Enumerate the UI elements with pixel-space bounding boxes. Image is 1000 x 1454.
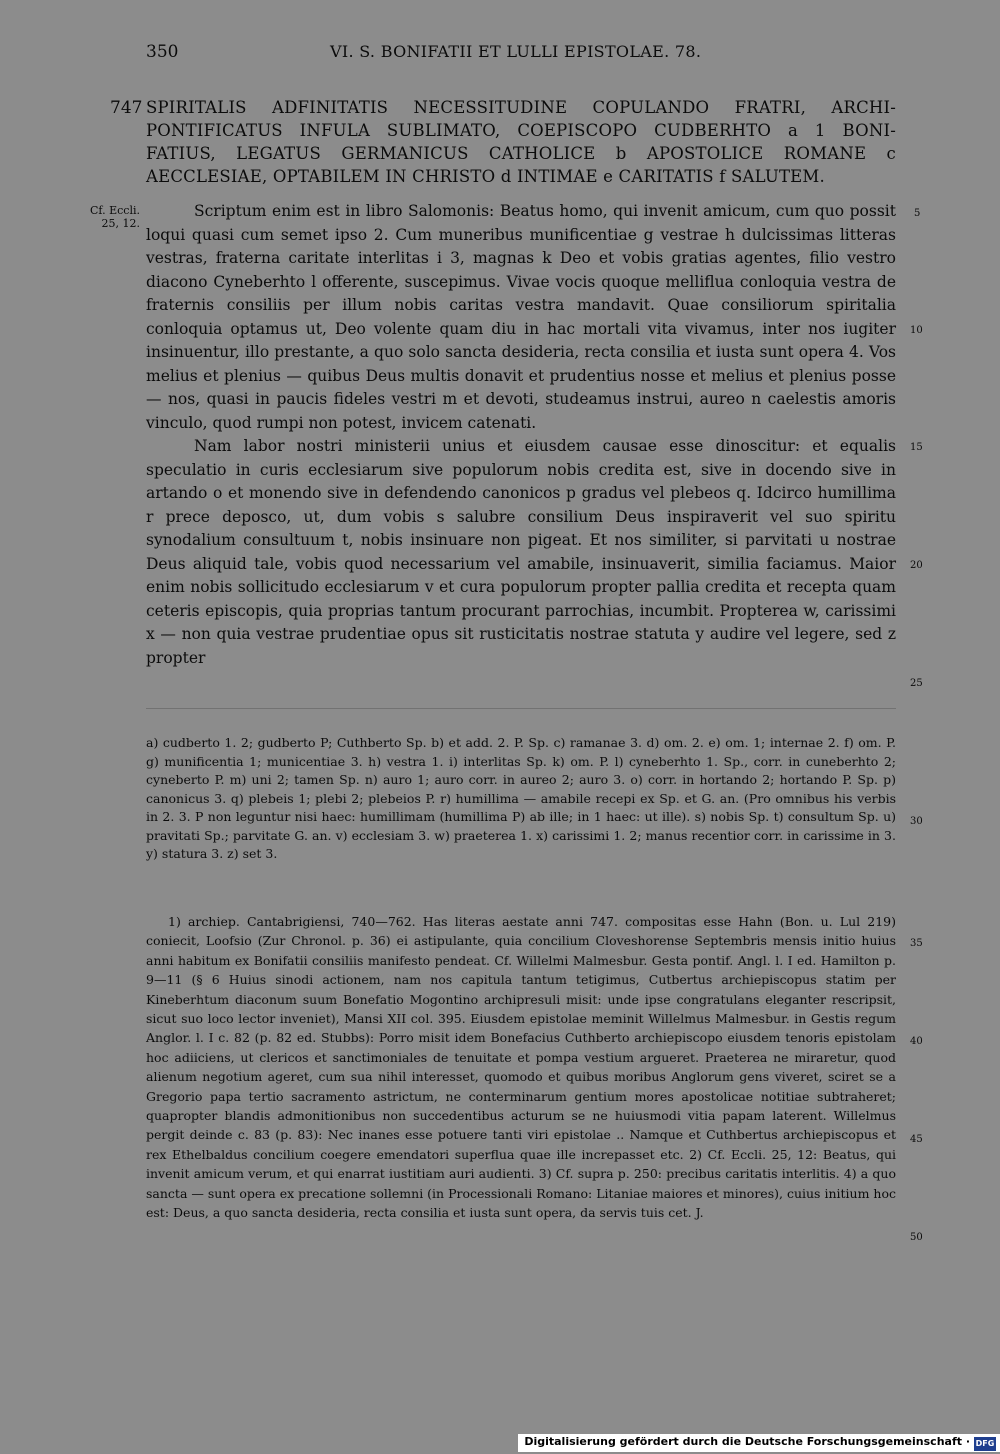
- line-number: 50: [910, 1232, 923, 1243]
- year-annotation: 747: [110, 98, 143, 118]
- line-number: 35: [910, 938, 923, 949]
- line-number: 5: [914, 208, 921, 219]
- dfg-footer-text: Digitalisierung gefördert durch die Deutsche Forschungsgemeinschaft ·: [518, 1434, 1000, 1452]
- line-number: 40: [910, 1036, 923, 1047]
- dfg-logo-icon: DFG: [974, 1437, 996, 1451]
- body-paragraph: Nam labor nostri ministerii unius et eiusdem causae esse dinoscitur: et equalis speculatio in curis ecclesiarum sive populorum nobis credita est, sive in docendo sive in artando o et monendo sive in defendendo canonicos p gradus vel plebeos q. Idcirco humillima r prece deposco, ut, dum vobis s salubre consilium Deus inspiraverit vel suo spiritu synodalium consultuum t, nobis insinuare non pigeat. Et nos similiter, si parvitati u nostrae Deus aliquid tale, vobis quod necessarium vel amabile, insinuaverit, similia faciamus. Maior enim nobis sollicitudo ecclesiarum v et cura populorum propter pallia credita et recepta quam ceteris episcopis, quia proprias tantum procurant parrochias, incumbit. Propterea w, carissimi x — non quia vestrae prudentiae opus sit rusticitatis nostrae statuta y audire vel legere, sed z propter: [146, 437, 896, 667]
- line-number: 45: [910, 1134, 923, 1145]
- line-number: 20: [910, 560, 923, 571]
- line-number: 10: [910, 325, 923, 336]
- footnote: 1) archiep. Cantabrigiensi, 740—762. Has literas aestate anni 747. compositas esse Hahn (Bon. u. Lul 219) coniecit, Loofsio (Zur Chronol. p. 36) ei astipulante, quia concilium Cloveshorense Septembris mensis initio huius anni habitum ex Bonifatii consiliis manifesto pendeat. Cf. Willelmi Malmesbur. Gesta pontif. Angl. l. I ed. Hamilton p. 9—11 (§ 6 Huius sinodi actionem, nam nos capitula tantum tetigimus, Cutbertus archiepiscopus statim per Kineberhtum diaconum suum Bonefatio Mogontino archipresuli misit: unde ipse congratulans eleganter rescripsit, sicut suo loco lector inveniet), Mansi XII col. 395. Eiusdem epistolae meminit Willelmus Malmesbur. in Gestis regum Anglor. l. I c. 82 (p. 82 ed. Stubbs): Porro misit idem Bonefacius Cuthberto archiepiscopo eiusdem tenoris epistolam hoc adiiciens, ut clericos et sanctimoniales de tenuitate et pompa vestium argueret. Praeterea ne miraretur, quod alienum negotium ageret, cum sua nihil interesset, quomodo et quibus moribus Anglorum gens viveret, sciret se a Gregorio papa tertio sacramento astrictum, ne conterminarum gentium mores apostolicae notitiae subtraheret; quapropter blandis admonitionibus non succedentibus acturum se ne huiusmodi vitia papam laterent. Willelmus pergit deinde c. 83 (p. 83): Nec inanes esse potuere tanti viri epistolae .. Namque et Cuthbertus archiepiscopus et rex Ethelbaldus concilium coegere emendatori superflua quae ille increpasset etc. 2) Cf. Eccli. 25, 12: Beatus, qui invenit amicum verum, et qui enarrat iustitiam auri audienti. 3) Cf. supra p. 250: precibus caritatis interlitis. 4) a quo sancta — sunt opera ex precatione sollemni (in Processionali Romano: Litaniae maiores et minores), cuius initium hoc est: Deus, a quo sancta desideria, recta consilia et iusta sunt opera, da servis tuis cet. J.: [146, 914, 896, 1221]
- letter-heading: [146, 96, 896, 188]
- line-number: 15: [910, 442, 923, 453]
- line-number: 30: [910, 816, 923, 827]
- separator: [146, 708, 896, 709]
- letter-body: [146, 200, 896, 670]
- running-title: VI. S. BONIFATII ET LULLI EPISTOLAE. 78.: [330, 42, 702, 61]
- heading-line: SPIRITALIS ADFINITATIS NECESSITUDINE COPULANDO FRATRI, ARCHI-: [146, 98, 896, 117]
- line-number: 25: [910, 678, 923, 689]
- heading-line: PONTIFICATUS INFULA SUBLIMATO, COEPISCOPO CUDBERHTO a 1 BONI-: [146, 121, 896, 140]
- heading-line: FATIUS, LEGATUS GERMANICUS CATHOLICE b APOSTOLICE ROMANE c: [146, 144, 896, 163]
- page-number: 350: [146, 42, 179, 62]
- footnotes: [146, 912, 896, 1223]
- body-paragraph: Scriptum enim est in libro Salomonis: Beatus homo, qui invenit amicum, cum quo possit loqui quasi cum semet ipso 2. Cum muneribus munificentiae g vestrae h dulcissimas litteras vestras, fraterna caritate interlitas i 3, magnas k Deo et vobis gratias agentes, filio vestro diacono Cyneberhto l offerente, suscepimus. Vivae vocis quoque melliflua conloquia vestra de fraternis consiliis per illum nobis caritas vestra mandavit. Quae consiliorum spiritalia conloquia optamus ut, Deo volente quam diu in hac mortali vita vivamus, inter nos iugiter insinuentur, illo prestante, a quo solo sancta desideria, recta consilia et iusta sunt opera 4. Vos melius et plenius — quibus Deus multis donavit et prudentius nosse et melius et plenius posse — nos, quasi in paucis fideles vestri m et devoti, studeamus instrui, aureo n caelestis amoris vinculo, quod rumpi non potest, invicem catenati.: [146, 202, 896, 432]
- critical-apparatus: a) cudberto 1. 2; gudberto P; Cuthberto Sp. b) et add. 2. P. Sp. c) ramanae 3. d) om. 2. e) om. 1; internae 2. f) om. P. g) munificentia 1; municentiae 3. h) vestra 1. i) interlitas Sp. k) om. P. l) cyneberhto 1. Sp., corr. in cuneberhto 2; cyneberto P. m) uni 2; tamen Sp. n) auro 1; auro corr. in aureo 2; auro 3. o) corr. in hortando 2; hortando P. Sp. p) canonicus 3. q) plebeis 1; plebi 2; plebeios P. r) humillima — amabile recepi ex Sp. et G. an. (Pro omnibus his verbis in 2. 3. P non leguntur nisi haec: humillimam (humillima P) ab ille; in 1 haec: ut ille). s) nobis Sp. t) consultum Sp. u) pravitati Sp.; parvitate G. an. v) ecclesiam 3. w) praeterea 1. x) carissimi 1. 2; manus recentior corr. in carissime in 3. y) statura 3. z) set 3.: [146, 735, 896, 861]
- margin-reference: Cf. Eccli. 25, 12.: [90, 204, 140, 230]
- heading-line: AECCLESIAE, OPTABILEM IN CHRISTO d INTIMAE e CARITATIS f SALUTEM.: [146, 167, 825, 186]
